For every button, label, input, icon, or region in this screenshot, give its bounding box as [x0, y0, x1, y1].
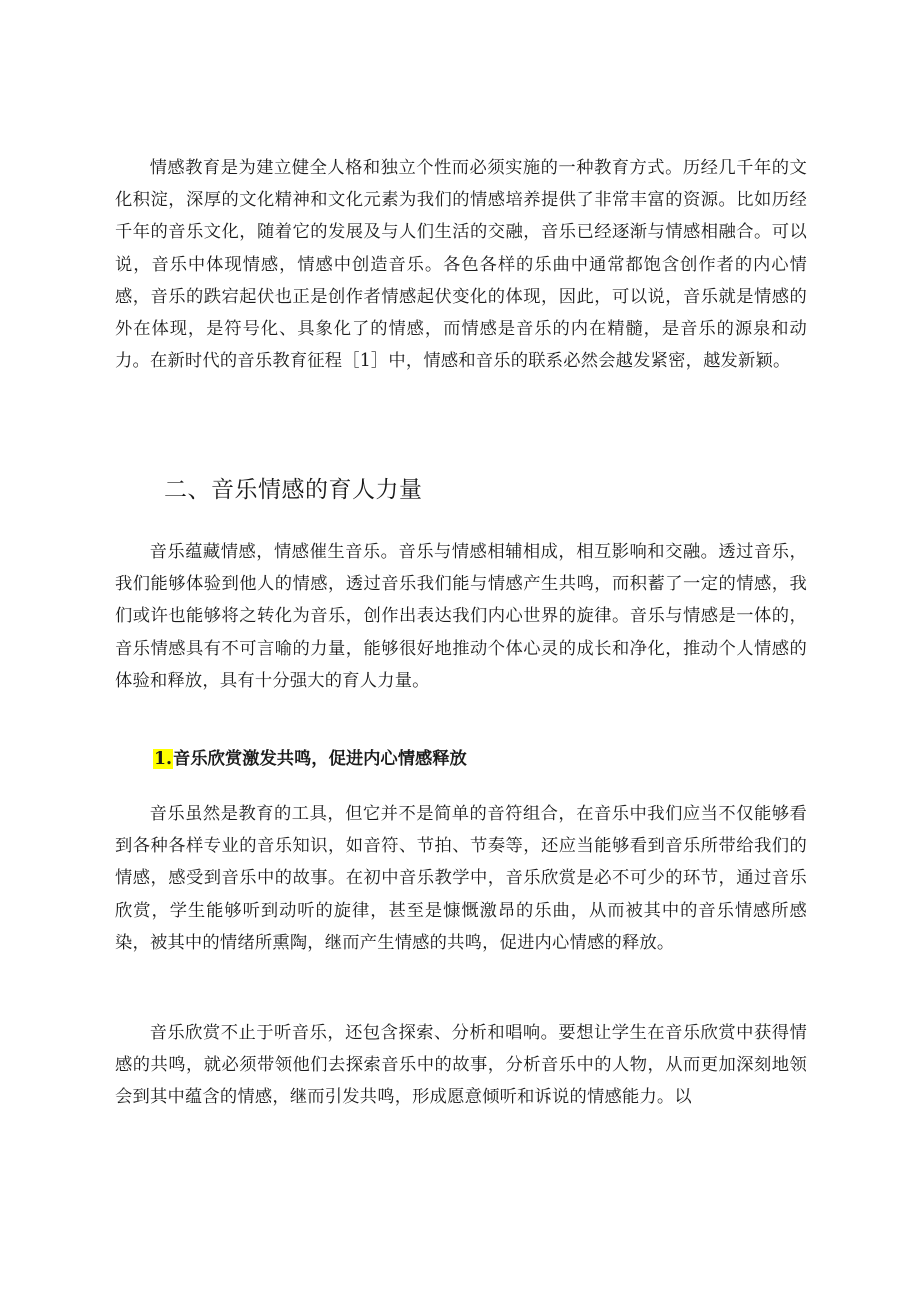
subsection-heading — [153, 744, 467, 774]
section-intro-paragraph: 音乐蕴藏情感，情感催生音乐。音乐与情感相辅相成，相互影响和交融。透过音乐，我们能够体验到他人的情感，透过音乐我们能与情感产生共鸣，而积蓄了一定的情感，我们或许也能够将之转化为音乐，创作出表达我们内心世界的旋律。音乐与情感是一体的，音乐情感具有不可言喻的力量，能够很好地推动个体心灵的成长和净化，推动个人情感的体验和释放，具有十分强大的育人力量。 — [115, 542, 807, 691]
section-heading: 二、音乐情感的育人力量 — [164, 477, 423, 503]
intro-paragraph: 情感教育是为建立健全人格和独立个性而必须实施的一种教育方式。历经几千年的文化积淀，深厚的文化精神和文化元素为我们的情感培养提供了非常丰富的资源。比如历经千年的音乐文化，随着它的发展及与人们生活的交融，音乐已经逐渐与情感相融合。可以说，音乐中体现情感，情感中创造音乐。各色各样的乐曲中通常都饱含创作者的内心情感，音乐的跌宕起伏也正是创作者情感起伏变化的体现，因此，可以说，音乐就是情感的外在体现，是符号化、具象化了的情感，而情感是音乐的内在精髓，是音乐的源泉和动力。在新时代的音乐教育征程［1］中，情感和音乐的联系必然会越发紧密，越发新颖。 — [115, 158, 807, 372]
body-paragraph: 音乐欣赏不止于听音乐，还包含探索、分析和唱响。要想让学生在音乐欣赏中获得情感的共鸣，就必须带领他们去探索音乐中的故事，分析音乐中的人物，从而更加深刻地领会到其中蕴含的情感，继而引发共鸣，形成愿意倾听和诉说的情感能力。以 — [115, 1023, 807, 1108]
subsection-number-highlighted: 1. — [154, 749, 173, 769]
body-paragraph: 音乐虽然是教育的工具，但它并不是简单的音符组合，在音乐中我们应当不仅能够看到各种各样专业的音乐知识，如音符、节拍、节奏等，还应当能够看到音乐所带给我们的情感，感受到音乐中的故事。在初中音乐教学中，音乐欣赏是必不可少的环节，通过音乐欣赏，学生能够听到动听的旋律，甚至是慷慨激昂的乐曲，从而被其中的音乐情感所感染，被其中的情绪所熏陶，继而产生情感的共鸣，促进内心情感的释放。 — [115, 804, 807, 953]
subsection-title: 音乐欣赏激发共鸣，促进内心情感释放 — [173, 749, 467, 769]
